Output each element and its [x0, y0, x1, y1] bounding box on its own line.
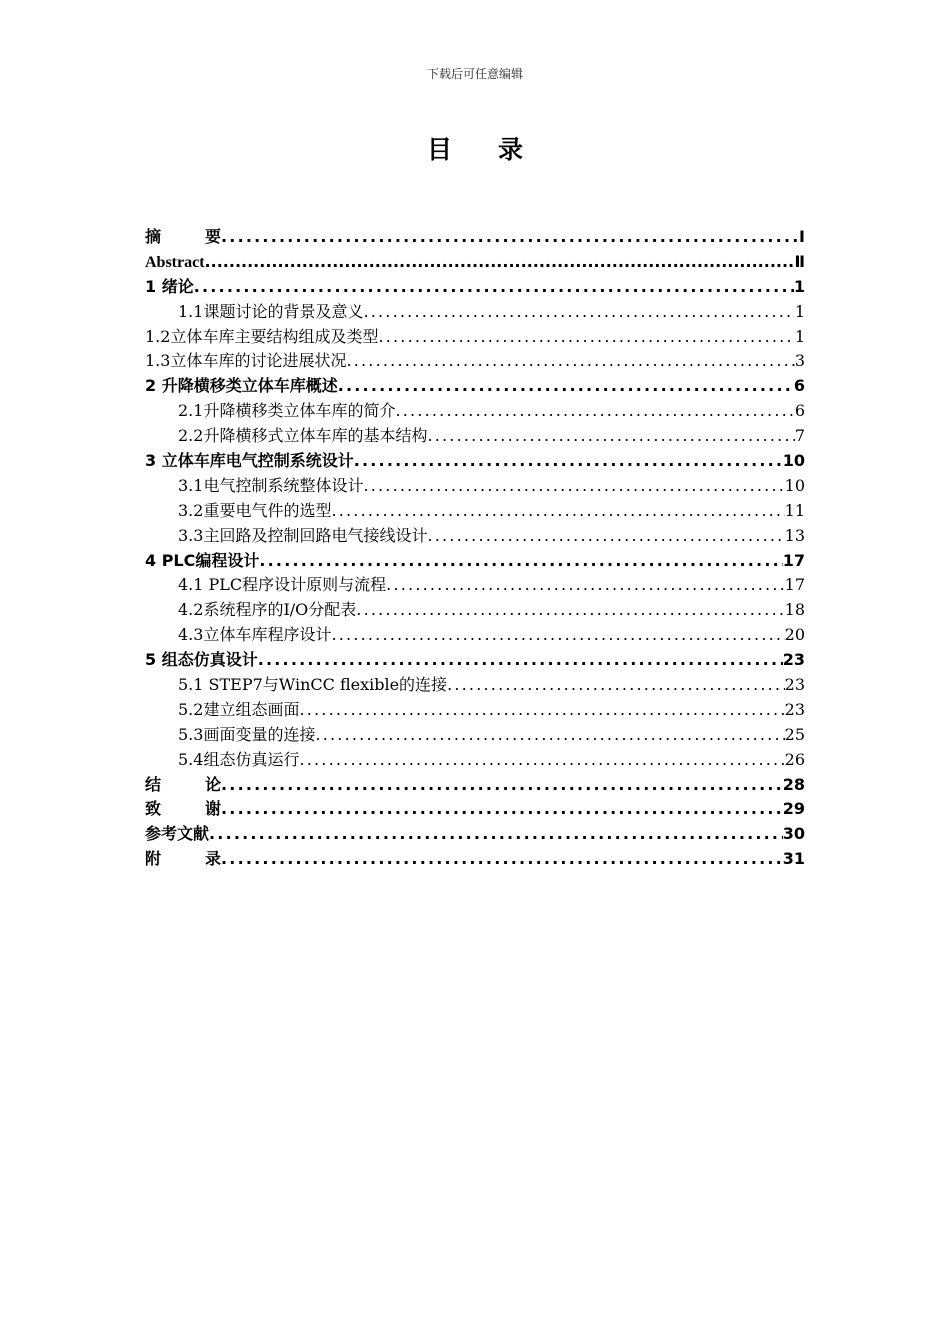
- toc-entry[interactable]: [145, 847, 805, 872]
- toc-entry-title: 5.2建立组态画面: [178, 699, 300, 719]
- toc-entry-title: 3.1电气控制系统整体设计: [178, 475, 364, 495]
- toc-dot-leader: [221, 225, 799, 250]
- toc-entry-title: [145, 847, 221, 872]
- toc-entry-title: Abstract: [145, 253, 205, 271]
- toc-entry[interactable]: [145, 449, 805, 474]
- toc-entry[interactable]: [145, 250, 805, 275]
- toc-dot-leader: [346, 349, 794, 374]
- toc-dot-leader: [259, 549, 782, 574]
- toc-entry-page-number: 13: [784, 525, 805, 545]
- toc-entry[interactable]: [145, 598, 805, 623]
- toc-entry-title-part-a: 致: [145, 799, 162, 819]
- page-title-char-2: 录: [498, 135, 524, 164]
- toc-entry-title: [145, 773, 221, 798]
- toc-entry[interactable]: [145, 374, 805, 399]
- toc-entry[interactable]: [145, 797, 805, 822]
- toc-entry[interactable]: [145, 549, 805, 574]
- toc-dot-leader: [258, 648, 783, 673]
- toc-dot-leader: [363, 300, 794, 325]
- toc-dot-leader: [315, 723, 784, 748]
- toc-entry-title: 2.1升降横移类立体车库的简介: [178, 401, 396, 421]
- toc-entry[interactable]: [145, 349, 805, 374]
- toc-entry-title: 4.3立体车库程序设计: [178, 625, 332, 645]
- toc-entry-page-number: 6: [793, 376, 805, 396]
- toc-entry-title: 5.1 STEP7与WinCC flexible的连接: [178, 675, 448, 695]
- toc-entry-page-number: 23: [782, 650, 805, 670]
- toc-entry[interactable]: [145, 748, 805, 773]
- toc-dot-leader: [331, 499, 784, 524]
- toc-entry-page-number: 10: [784, 475, 805, 495]
- toc-entry[interactable]: [145, 524, 805, 549]
- toc-entry[interactable]: [145, 773, 805, 798]
- toc-dot-leader: [221, 847, 783, 872]
- toc-dot-leader: [331, 623, 784, 648]
- toc-entry[interactable]: [145, 648, 805, 673]
- toc-entry-title: [145, 797, 221, 822]
- toc-entry[interactable]: [145, 698, 805, 723]
- toc-dot-leader: [447, 673, 785, 698]
- toc-entry-title: 1 绪论: [145, 276, 194, 296]
- toc-entry-page-number: 17: [782, 550, 805, 570]
- toc-entry-page-number: 25: [784, 724, 805, 744]
- toc-entry-page-number: 29: [782, 799, 805, 819]
- toc-entry-title: [145, 225, 221, 250]
- toc-entry[interactable]: [145, 474, 805, 499]
- toc-entry-page-number: 10: [782, 451, 805, 471]
- toc-entry[interactable]: [145, 325, 805, 350]
- toc-entry-page-number: 3: [794, 351, 805, 371]
- toc-entry-page-number: 1: [794, 326, 805, 346]
- toc-entry[interactable]: [145, 275, 805, 300]
- toc-entry-page-number: 28: [782, 774, 805, 794]
- toc-entry[interactable]: [145, 822, 805, 847]
- toc-entry-page-number: 23: [784, 675, 805, 695]
- toc-entry-title: 4 PLC编程设计: [145, 550, 260, 570]
- toc-entry-title-part-a: 结: [145, 774, 162, 794]
- toc-dot-leader: [395, 399, 794, 424]
- toc-entry-title-part-b: 录: [205, 849, 222, 869]
- toc-entry-page-number: 7: [794, 426, 805, 446]
- toc-dot-leader: [363, 474, 784, 499]
- toc-entry[interactable]: [145, 225, 805, 250]
- toc-dot-leader: [427, 424, 794, 449]
- toc-dot-leader: [386, 573, 784, 598]
- toc-entry[interactable]: [145, 623, 805, 648]
- toc-dot-leader: [299, 698, 784, 723]
- toc-entry-title: 3.3主回路及控制回路电气接线设计: [178, 525, 428, 545]
- toc-entry-title-part-b: 谢: [205, 799, 222, 819]
- toc-entry-title-part-b: 要: [205, 227, 222, 246]
- page-header-note: 下载后可任意编辑: [426, 67, 523, 81]
- toc-dot-leader: [356, 598, 784, 623]
- toc-entry-title: 1.1课题讨论的背景及意义: [178, 301, 364, 321]
- toc-entry-page-number: 20: [784, 625, 805, 645]
- toc-entry-title: 1.3立体车库的讨论进展状况: [145, 351, 347, 371]
- toc-entry-page-number: 17: [784, 575, 805, 595]
- toc-dot-leader: [194, 275, 794, 300]
- toc-dot-leader: [378, 325, 794, 350]
- toc-dot-leader: [205, 250, 795, 275]
- toc-entry[interactable]: [145, 673, 805, 698]
- toc-entry-title-part-b: 论: [205, 774, 222, 794]
- toc-entry-title: 3.2重要电气件的选型: [178, 500, 332, 520]
- toc-dot-leader: [354, 449, 783, 474]
- toc-entry-title: 3 立体车库电气控制系统设计: [145, 451, 354, 471]
- toc-entry-page-number: 1: [793, 276, 805, 296]
- toc-entry[interactable]: [145, 723, 805, 748]
- toc-entry[interactable]: [145, 399, 805, 424]
- toc-entry-page-number: 18: [784, 600, 805, 620]
- toc-dot-leader: [299, 748, 784, 773]
- toc-entry-title: 1.2立体车库主要结构组成及类型: [145, 326, 379, 346]
- toc-entry-title: 4.2系统程序的I/O分配表: [178, 600, 357, 620]
- toc-entry[interactable]: [145, 573, 805, 598]
- page-title-char-1: 目: [426, 135, 452, 164]
- toc-dot-leader: [209, 822, 783, 847]
- toc-entry-title: 参考文献: [145, 824, 210, 844]
- toc-entry-page-number: 31: [782, 849, 805, 869]
- toc-entry[interactable]: [145, 424, 805, 449]
- toc-dot-leader: [221, 773, 783, 798]
- toc-entry[interactable]: [145, 300, 805, 325]
- toc-entry-title-part-a: 摘: [145, 227, 162, 246]
- page-title: [0, 134, 950, 166]
- toc-entry-page-number: 30: [782, 824, 805, 844]
- toc-entry-page-number: 6: [794, 401, 805, 421]
- toc-dot-leader: [427, 524, 784, 549]
- table-of-contents: [145, 225, 805, 872]
- toc-entry-title: 5.3画面变量的连接: [178, 724, 316, 744]
- toc-entry-page-number: 11: [784, 500, 805, 520]
- toc-entry-page-number: Ⅰ: [799, 227, 805, 246]
- toc-dot-leader: [338, 374, 794, 399]
- toc-entry-page-number: 23: [784, 699, 805, 719]
- toc-entry-page-number: 1: [794, 301, 805, 321]
- toc-entry-title: 2.2升降横移式立体车库的基本结构: [178, 426, 428, 446]
- toc-entry-title: 4.1 PLC程序设计原则与流程: [178, 575, 387, 595]
- toc-entry-title-part-a: 附: [145, 849, 162, 869]
- toc-entry-title: 2 升降横移类立体车库概述: [145, 376, 338, 396]
- toc-entry-title: 5 组态仿真设计: [145, 650, 258, 670]
- toc-entry-page-number: Ⅱ: [794, 251, 805, 271]
- toc-entry-title: 5.4组态仿真运行: [178, 749, 300, 769]
- toc-dot-leader: [221, 797, 783, 822]
- toc-entry-page-number: 26: [784, 749, 805, 769]
- toc-entry[interactable]: [145, 499, 805, 524]
